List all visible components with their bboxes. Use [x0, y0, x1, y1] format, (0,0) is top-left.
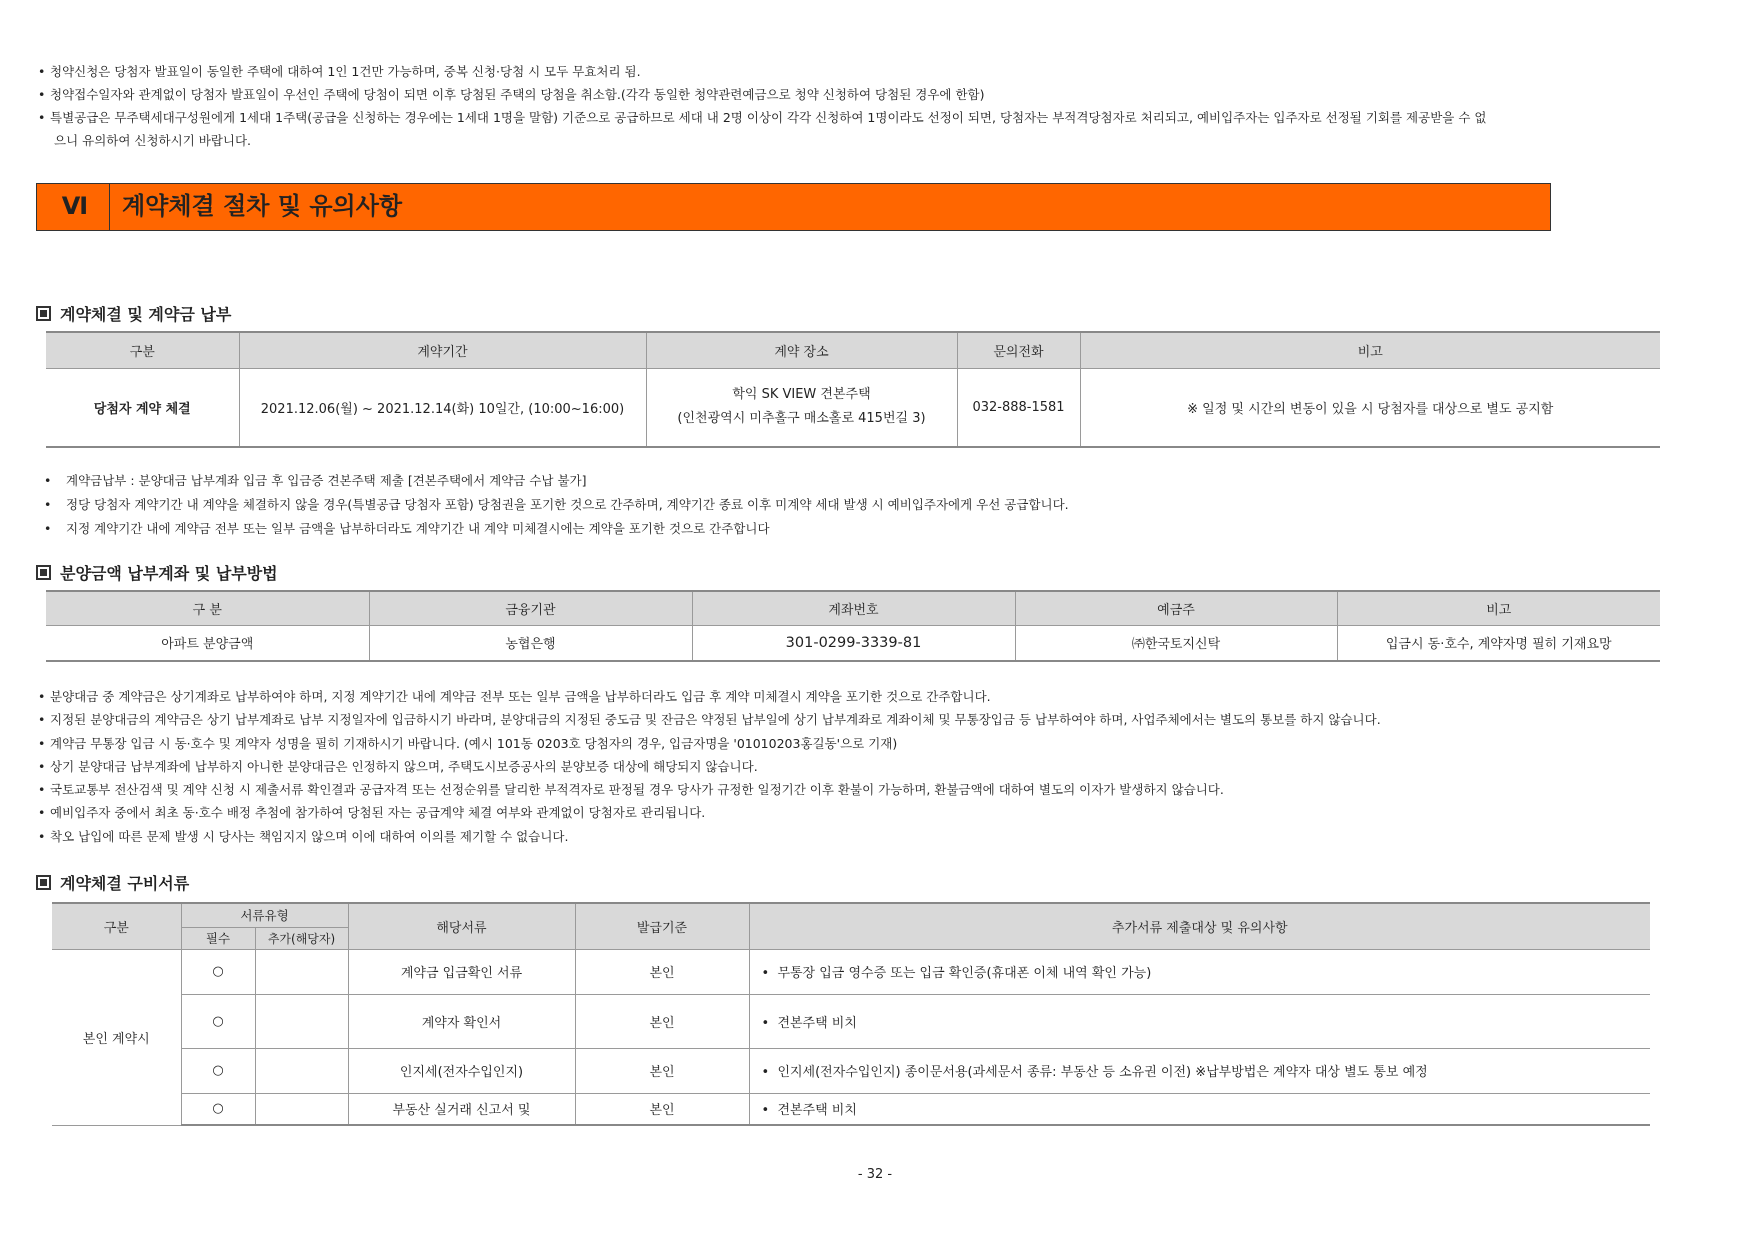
- header-category: 구분: [46, 332, 239, 368]
- header-phone: 문의전화: [957, 332, 1080, 368]
- cell-note: • 견본주택 비치: [749, 994, 1650, 1048]
- header-bank: 금융기관: [369, 591, 692, 625]
- list-item: • 분양대금 중 계약금은 상기계좌로 납부하여야 하며, 지정 계약기간 내에 계약금 전부 또는 일부 금액을 납부하더라도 입금 후 계약 미체결시 계약을 포기한 것으로 간주합니다.: [38, 689, 991, 704]
- table-row: [52, 949, 1650, 994]
- contract-table: [46, 331, 1660, 448]
- cell-document: 계약금 입금확인 서류: [348, 949, 575, 994]
- cell-additional: [255, 1048, 348, 1093]
- cell-note: • 인지세(전자수입인지) 종이문서용(과세문서 종류: 부동산 등 소유권 이전) ※납부방법은 계약자 대상 별도 통보 예정: [749, 1048, 1650, 1093]
- cell-category: 당첨자 계약 체결: [46, 368, 239, 447]
- cell-note: • 무통장 입금 영수증 또는 입금 확인증(휴대폰 이체 내역 확인 가능): [749, 949, 1650, 994]
- header-document: 해당서류: [348, 903, 575, 949]
- intro-bullet-list: [38, 60, 1698, 152]
- header-account-number: 계좌번호: [692, 591, 1015, 625]
- bullet-icon: •: [761, 1103, 778, 1119]
- contract-heading: 계약체결 및 계약금 납부: [36, 302, 231, 325]
- cell-required: ○: [181, 1093, 255, 1125]
- cell-issuer: 본인: [575, 949, 749, 994]
- header-category: 구 분: [46, 591, 369, 625]
- list-item: • 착오 납입에 따른 문제 발생 시 당사는 책임지지 않으며 이에 대하여 이의를 제기할 수 없습니다.: [38, 828, 569, 844]
- contract-notes: [44, 469, 1069, 541]
- list-item: • 상기 분양대금 납부계좌에 납부하지 아니한 분양대금은 인정하지 않으며, 주택도시보증공사의 분양보증 대상에 해당되지 않습니다.: [38, 758, 758, 774]
- list-item: • 정당 당첨자 계약기간 내 계약을 체결하지 않을 경우(특별공급 당첨자 포함) 당첨권을 포기한 것으로 간주하며, 계약기간 종료 이후 미계약 세대 발생 시 예비입주자에게 우선 공급합니다.: [44, 497, 1069, 512]
- list-item: • 청약신청은 당첨자 발표일이 동일한 주택에 대하여 1인 1건만 가능하며, 중복 신청·당첨 시 모두 무효처리 됨.: [38, 64, 641, 79]
- list-item: • 특별공급은 무주택세대구성원에게 1세대 1주택(공급을 신청하는 경우에는 1세대 1명을 말함) 기준으로 공급하므로 세대 내 2명 이상이 각각 신청하여 1명이라도 선정이 되면, 당첨자는 부적격당첨자로 처리되고, 예비입주자는 입주자로 선정될 기회를 제공받을 수 없: [38, 110, 1487, 125]
- bullet-icon: •: [761, 1015, 778, 1031]
- cell-required: ○: [181, 1048, 255, 1093]
- cell-additional: [255, 994, 348, 1048]
- section-title: 계약체결 절차 및 유의사항: [109, 183, 1551, 231]
- table-row: [46, 368, 1660, 447]
- cell-category: 아파트 분양금액: [46, 625, 369, 661]
- cell-bank: 농협은행: [369, 625, 692, 661]
- cell-additional: [255, 1093, 348, 1125]
- list-item: • 지정 계약기간 내에 계약금 전부 또는 일부 금액을 납부하더라도 계약기간 내 계약 미체결시에는 계약을 포기한 것으로 간주합니다: [44, 521, 770, 536]
- account-heading: 분양금액 납부계좌 및 납부방법: [36, 561, 278, 584]
- cell-place: [646, 368, 957, 447]
- list-item: • 청약접수일자와 관계없이 당첨자 발표일이 우선인 주택에 당첨이 되면 이후 당첨된 주택의 당첨을 취소함.(각각 동일한 청약관련예금으로 청약 신청하여 당첨된 경우에 한함): [38, 87, 985, 102]
- header-required: 필수: [181, 927, 255, 949]
- documents-heading: 계약체결 구비서류: [36, 871, 189, 894]
- header-notes: 추가서류 제출대상 및 유의사항: [749, 903, 1650, 949]
- cell-note: ※ 일정 및 시간의 변동이 있을 시 당첨자를 대상으로 별도 공지함: [1080, 368, 1660, 447]
- cell-document: 계약자 확인서: [348, 994, 575, 1048]
- header-period: 계약기간: [239, 332, 646, 368]
- cell-document: 부동산 실거래 신고서 및: [348, 1093, 575, 1125]
- list-item: • 계약금납부 : 분양대금 납부계좌 입금 후 입금증 견본주택 제출 [견본주택에서 계약금 수납 불가]: [44, 473, 587, 488]
- header-note: 비고: [1080, 332, 1660, 368]
- table-row: [52, 1093, 1650, 1125]
- header-note: 비고: [1337, 591, 1660, 625]
- cell-required: ○: [181, 994, 255, 1048]
- cell-phone: 032-888-1581: [957, 368, 1080, 447]
- square-bullet-icon: [36, 306, 51, 321]
- account-table: [46, 590, 1660, 662]
- header-category: 구분: [52, 903, 181, 949]
- cell-document: 인지세(전자수입인지): [348, 1048, 575, 1093]
- cell-note: 입금시 동·호수, 계약자명 필히 기재요망: [1337, 625, 1660, 661]
- cell-account-number: 301-0299-3339-81: [692, 625, 1015, 661]
- square-bullet-icon: [36, 565, 51, 580]
- square-bullet-icon: [36, 875, 51, 890]
- header-doc-type: 서류유형: [181, 903, 348, 927]
- header-holder: 예금주: [1015, 591, 1337, 625]
- list-item: • 예비입주자 중에서 최초 동·호수 배정 추첨에 참가하여 당첨된 자는 공급계약 체결 여부와 관계없이 당첨자로 관리됩니다.: [38, 805, 706, 821]
- page-number: - 32 -: [857, 1167, 893, 1182]
- header-place: 계약 장소: [646, 332, 957, 368]
- cell-period: 2021.12.06(월) ~ 2021.12.14(화) 10일간, (10:00~16:00): [239, 368, 646, 447]
- cell-issuer: 본인: [575, 994, 749, 1048]
- cell-category: 본인 계약시: [52, 949, 181, 1125]
- place-address: (인천광역시 미추홀구 매소홀로 415번길 3): [677, 411, 926, 427]
- list-item: • 계약금 무통장 입금 시 동·호수 및 계약자 성명을 필히 기재하시기 바랍니다. (예시 101동 0203호 당첨자의 경우, 입금자명을 '01010203홍길동'으로 기재): [38, 735, 898, 751]
- cell-issuer: 본인: [575, 1048, 749, 1093]
- list-item: • 지정된 분양대금의 계약금은 상기 납부계좌로 납부 지정일자에 입금하시기 바라며, 분양대금의 지정된 중도금 및 잔금은 약정된 납부일에 상기 납부계좌로 계좌이체 및 무통장입금 등 납부하여야 하며, 사업주체에서는 별도의 통보를 하지 않습니다.: [38, 712, 1381, 728]
- section-number: Ⅵ: [36, 183, 114, 231]
- cell-note: • 견본주택 비치: [749, 1093, 1650, 1125]
- bullet-icon: •: [761, 1065, 778, 1080]
- table-row: [52, 1048, 1650, 1093]
- table-row: [46, 625, 1660, 661]
- list-item-continuation: 으니 유의하여 신청하시기 바랍니다.: [54, 133, 252, 148]
- cell-additional: [255, 949, 348, 994]
- cell-issuer: 본인: [575, 1093, 749, 1125]
- table-row: [52, 994, 1650, 1048]
- list-item: • 국토교통부 전산검색 및 계약 신청 시 제출서류 확인결과 공급자격 또는 선정순위를 달리한 부적격자로 판정될 경우 당사가 규정한 일정기간 이후 환불이 가능하며, 환불금액에 대하여 별도의 이자가 발생하지 않습니다.: [38, 782, 1224, 798]
- place-name: 학익 SK VIEW 견본주택: [732, 387, 871, 403]
- header-issuer: 발급기준: [575, 903, 749, 949]
- account-bullet-list: [38, 685, 1698, 848]
- cell-required: ○: [181, 949, 255, 994]
- cell-holder: ㈜한국토지신탁: [1015, 625, 1337, 661]
- documents-table: [52, 902, 1650, 1126]
- bullet-icon: •: [761, 966, 778, 981]
- header-additional: 추가(해당자): [255, 927, 348, 949]
